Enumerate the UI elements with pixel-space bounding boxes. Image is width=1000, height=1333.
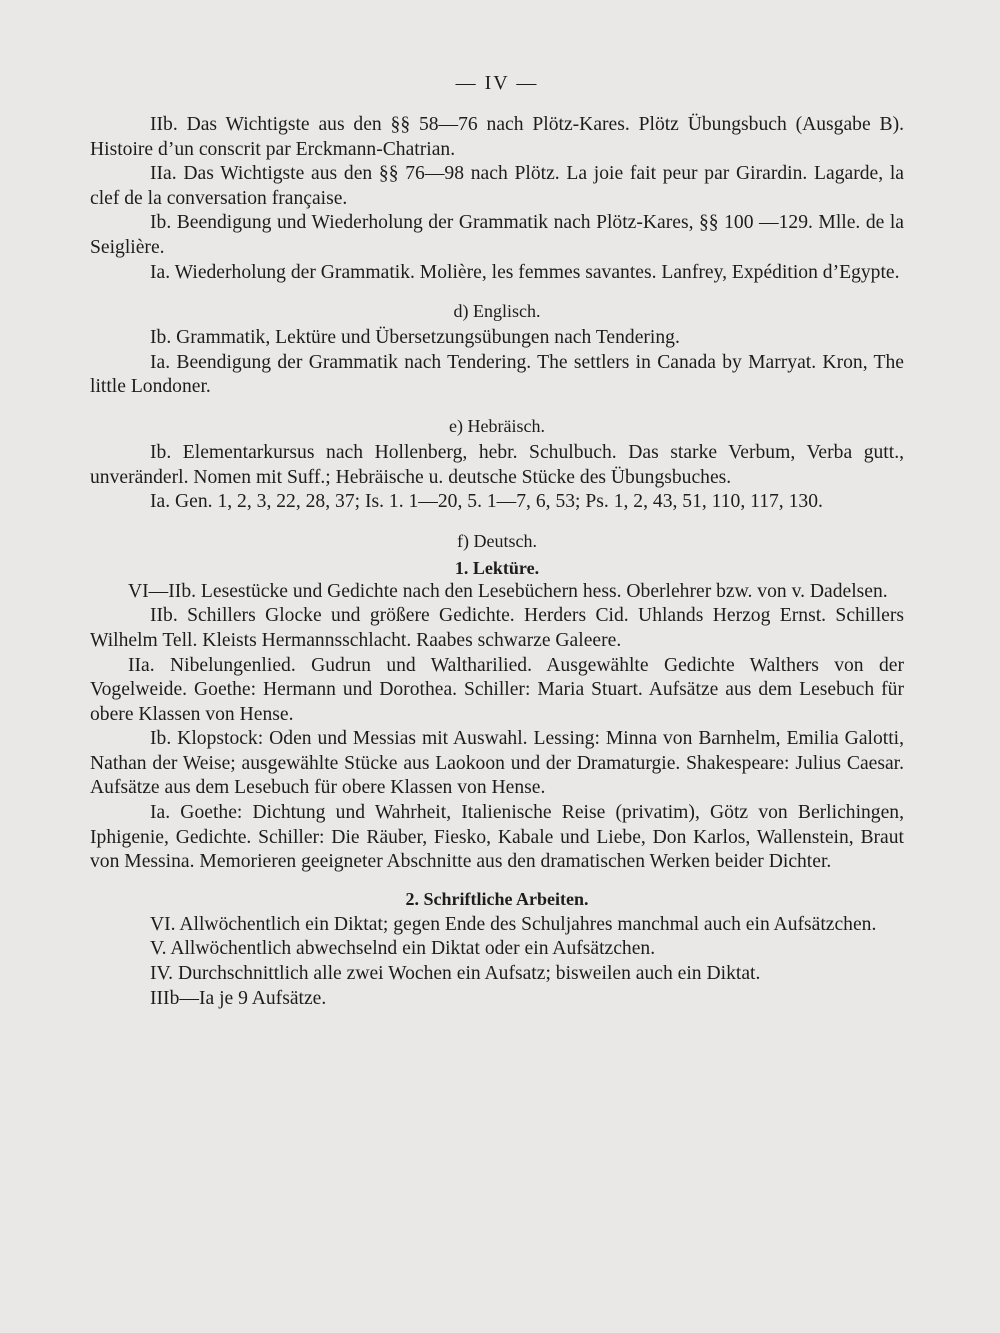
page-number: — IV — [455,72,539,94]
english-paragraph-ia: Ia. Beendigung der Grammatik nach Tendering. The settlers in Canada by Marryat. Kron, The little Londoner. [90,351,904,398]
lektuere-paragraph-vi-iib: VI—IIb. Lesestücke und Gedichte nach den Lesebüchern hess. Oberlehrer bzw. von v. Dadelsen. [128,580,888,602]
hebrew-paragraph-ia: Ia. Gen. 1, 2, 3, 22, 28, 37; Is. 1. 1—20, 5. 1—7, 6, 53; Ps. 1, 2, 43, 51, 110, 117, 130. [150,491,823,513]
hebrew-heading: e) Hebräisch. [449,415,545,436]
lektuere-paragraph-iib: IIb. Schillers Glocke und größere Gedichte. Herders Cid. Uhlands Herzog Ernst. Schillers Wilhelm Tell. Kleists Hermannsschlacht. Raabes schwarze Galeere. [90,605,904,651]
lektuere-paragraph-ib: Ib. Klopstock: Oden und Messias mit Auswahl. Lessing: Minna von Barnhelm, Emilia Galotti, Nathan der Weise; ausgewählte Stücke aus Laokoon und der Dramaturgie. Shakespeare: Julius Caesar. Aufsätze aus dem Lesebuch für obere Klassen von Hense. [90,728,904,799]
schriftlich-paragraph-vi: VI. Allwöchentlich ein Diktat; gegen Ende des Schuljahres manchmal auch ein Aufsätzchen. [150,913,877,935]
english-heading: d) Englisch. [453,301,541,322]
lektuere-heading: 1. Lektüre. [454,557,540,578]
french-paragraph-ib: Ib. Beendigung und Wiederholung der Grammatik nach Plötz-Kares, §§ 100 —129. Mlle. de la Seiglière. [90,212,904,258]
lektuere-paragraph-ia: Ia. Goethe: Dichtung und Wahrheit, Italienische Reise (privatim), Götz von Berlichingen, Iphigenie, Gedichte. Schiller: Die Räuber, Fiesko, Kabale und Liebe, Don Karlos, Wallenstein, Braut von Messina. Memorieren geeigneter Abschnitte aus den dramatischen Werken beider Dichter. [90,802,904,873]
lektuere-paragraph-iia: IIa. Nibelungenlied. Gudrun und Waltharilied. Ausgewählte Gedichte Walthers von der Vogelweide. Goethe: Hermann und Dorothea. Schiller: Maria Stuart. Aufsätze aus dem Lesebuch für obere Klassen von Hense. [90,654,904,725]
hebrew-paragraph-ib: Ib. Elementarkursus nach Hollenberg, hebr. Schulbuch. Das starke Verbum, Verba gutt., unveränderl. Nomen mit Suff.; Hebräische u. deutsche Stücke des Übungsbuches. [90,441,904,488]
english-paragraph-ib: Ib. Grammatik, Lektüre und Übersetzungsübungen nach Tendering. [150,327,680,349]
french-paragraph-iib: IIb. Das Wichtigste aus den §§ 58—76 nach Plötz-Kares. Plötz Übungsbuch (Ausgabe B). Histoire d’un conscrit par Erckmann-Chatrian. [90,114,904,160]
schriftliche-arbeiten-heading: 2. Schriftliche Arbeiten. [405,888,589,909]
german-heading: f) Deutsch. [457,530,537,551]
schriftlich-paragraph-iv: IV. Durchschnittlich alle zwei Wochen ein Aufsatz; bisweilen auch ein Diktat. [150,963,761,985]
french-paragraph-iia: IIa. Das Wichtigste aus den §§ 76—98 nach Plötz. La joie fait peur par Girardin. Lagarde, la clef de la conversation française. [90,163,904,209]
schriftlich-paragraph-v: V. Allwöchentlich abwechselnd ein Diktat oder ein Aufsätzchen. [150,938,656,960]
schriftlich-paragraph-iiib-ia: IIIb—Ia je 9 Aufsätze. [150,987,327,1009]
french-paragraph-ia: Ia. Wiederholung der Grammatik. Molière, les femmes savantes. Lanfrey, Expédition d’Egypte. [150,261,900,283]
